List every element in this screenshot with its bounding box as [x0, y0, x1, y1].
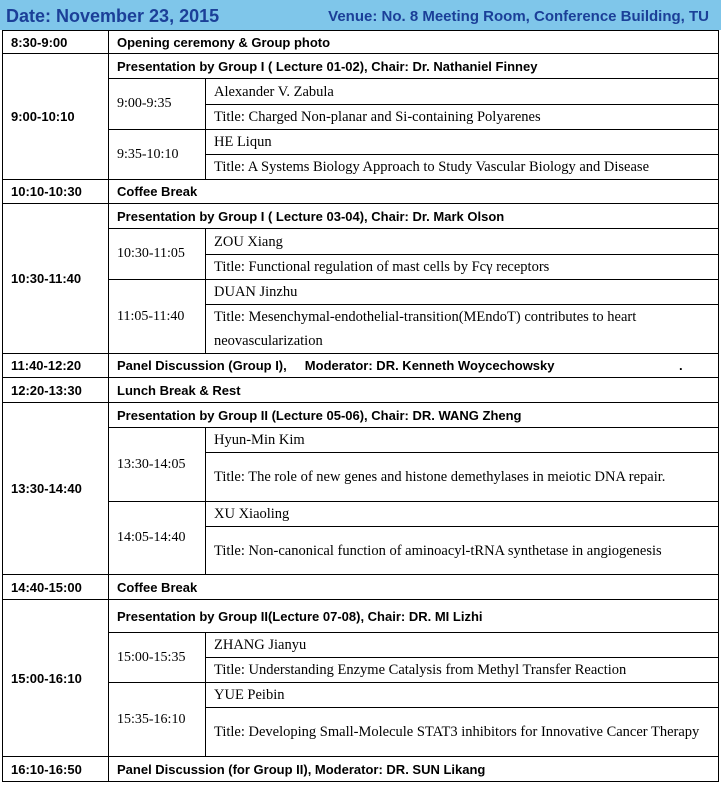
talk-title: Title: A Systems Biology Approach to Study Vascular Biology and Disease — [206, 155, 719, 180]
table-row — [3, 757, 719, 782]
talk-time: 9:35-10:10 — [109, 130, 206, 180]
table-row — [3, 428, 719, 453]
speaker-name: ZHANG Jianyu — [206, 633, 719, 658]
table-row — [3, 633, 719, 658]
table-row — [3, 575, 719, 600]
session-header: Presentation by Group I ( Lecture 03-04), Chair: Dr. Mark Olson — [109, 204, 719, 229]
table-row — [3, 378, 719, 403]
schedule-header — [0, 0, 721, 30]
session-time: 15:00-16:10 — [3, 600, 109, 757]
slot-label: Coffee Break — [109, 180, 719, 204]
slot-label — [109, 354, 719, 378]
speaker-name: HE Liqun — [206, 130, 719, 155]
speaker-name: Alexander V. Zabula — [206, 79, 719, 105]
table-row — [3, 600, 719, 633]
table-row — [3, 502, 719, 527]
slot-time: 11:40-12:20 — [3, 354, 109, 378]
session-time: 13:30-14:40 — [3, 403, 109, 575]
talk-title: Title: The role of new genes and histone demethylases in meiotic DNA repair. — [206, 453, 719, 502]
session-time: 9:00-10:10 — [3, 54, 109, 180]
slot-label: Lunch Break & Rest — [109, 378, 719, 403]
talk-time: 14:05-14:40 — [109, 502, 206, 575]
slot-label: Coffee Break — [109, 575, 719, 600]
table-row — [3, 229, 719, 255]
session-time: 10:30-11:40 — [3, 204, 109, 354]
event-date: Date: November 23, 2015 — [6, 6, 220, 26]
talk-title: Title: Non-canonical function of aminoacyl-tRNA synthetase in angiogenesis — [206, 527, 719, 575]
panel-label: Panel Discussion (Group I), Moderator: DR. Kenneth Woycechowsky — [117, 358, 555, 373]
talk-title: Title: Developing Small-Molecule STAT3 inhibitors for Innovative Cancer Therapy — [206, 708, 719, 757]
table-row — [3, 79, 719, 105]
talk-time: 11:05-11:40 — [109, 280, 206, 354]
session-header: Presentation by Group I ( Lecture 01-02), Chair: Dr. Nathaniel Finney — [109, 54, 719, 79]
table-row — [3, 280, 719, 305]
slot-time: 14:40-15:00 — [3, 575, 109, 600]
schedule-table — [2, 30, 719, 782]
speaker-name: Hyun-Min Kim — [206, 428, 719, 453]
talk-title: Title: Mesenchymal-endothelial-transition(MEndoT) contributes to heart neovascularization — [206, 305, 719, 354]
speaker-name: ZOU Xiang — [206, 229, 719, 255]
slot-time: 16:10-16:50 — [3, 757, 109, 782]
slot-time: 8:30-9:00 — [3, 31, 109, 54]
table-row — [3, 204, 719, 229]
slot-time: 12:20-13:30 — [3, 378, 109, 403]
speaker-name: YUE Peibin — [206, 683, 719, 708]
table-row — [3, 683, 719, 708]
speaker-name: XU Xiaoling — [206, 502, 719, 527]
table-row — [3, 180, 719, 204]
talk-time: 15:00-15:35 — [109, 633, 206, 683]
speaker-name: DUAN Jinzhu — [206, 280, 719, 305]
slot-label: Opening ceremony & Group photo — [109, 31, 719, 54]
talk-title: Title: Charged Non-planar and Si-containing Polyarenes — [206, 105, 719, 130]
talk-title: Title: Functional regulation of mast cells by Fcγ receptors — [206, 255, 719, 280]
slot-time: 10:10-10:30 — [3, 180, 109, 204]
event-venue: Venue: No. 8 Meeting Room, Conference Building, TU — [328, 8, 709, 25]
talk-title: Title: Understanding Enzyme Catalysis from Methyl Transfer Reaction — [206, 658, 719, 683]
table-row — [3, 31, 719, 54]
table-row — [3, 54, 719, 79]
table-row — [3, 354, 719, 378]
table-row — [3, 130, 719, 155]
talk-time: 10:30-11:05 — [109, 229, 206, 280]
trailing-dot: . — [679, 358, 683, 373]
slot-label: Panel Discussion (for Group II), Moderator: DR. SUN Likang — [109, 757, 719, 782]
talk-time: 15:35-16:10 — [109, 683, 206, 757]
table-row — [3, 403, 719, 428]
talk-time: 9:00-9:35 — [109, 79, 206, 130]
talk-time: 13:30-14:05 — [109, 428, 206, 502]
session-header: Presentation by Group II (Lecture 05-06), Chair: DR. WANG Zheng — [109, 403, 719, 428]
session-header: Presentation by Group II(Lecture 07-08), Chair: DR. MI Lizhi — [109, 600, 719, 633]
